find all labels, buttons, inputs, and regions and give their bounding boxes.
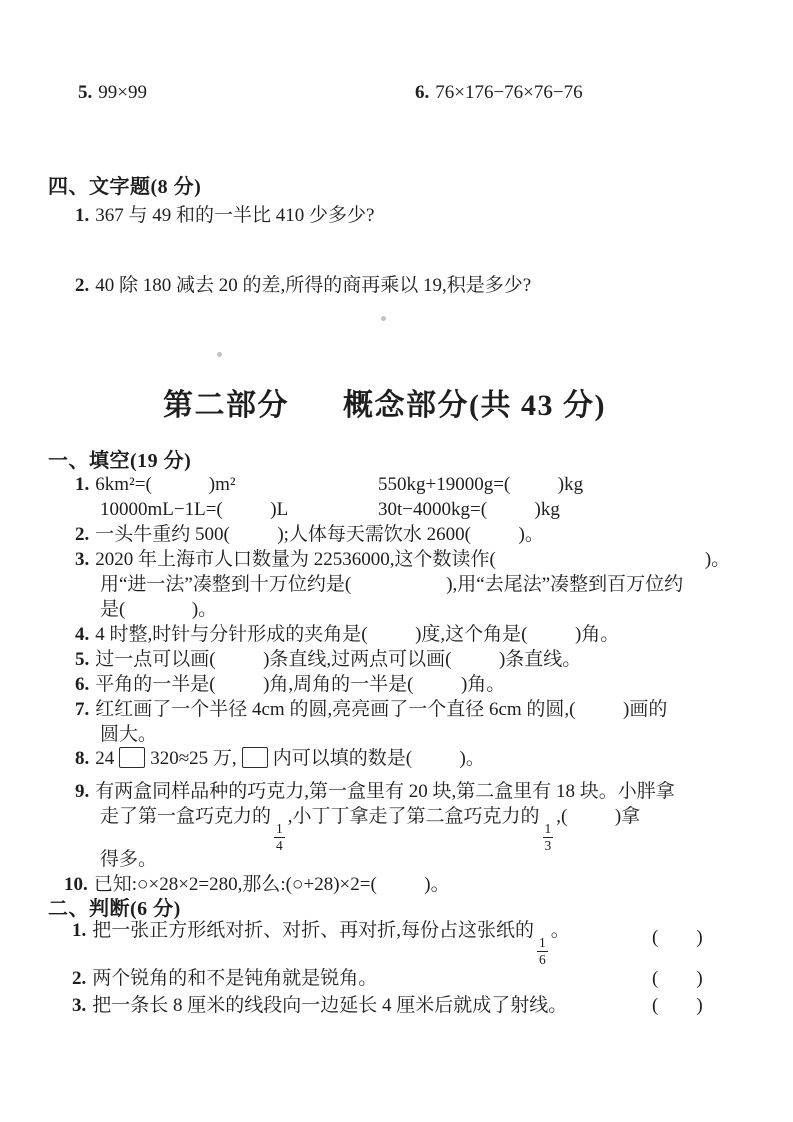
fill-item-1-right [378,472,583,497]
fraction-denominator: 3 [544,837,552,853]
question-text: 。 [550,920,570,941]
blank-expression: 30t−4000kg=( )kg [378,499,560,520]
question-text: 过一点可以画( )条直线,过两点可以画( )条直线。 [95,649,582,670]
fill-item-1-right2 [378,497,560,522]
item-number: 10. [64,874,88,895]
calc-expression: 76×176−76×76−76 [435,82,583,103]
item-number: 1. [75,474,90,495]
question-text: 平角的一半是( )角,周角的一半是( )角。 [95,674,506,695]
item-number: 1. [75,205,90,226]
item-number: 3. [72,995,87,1016]
item-number: 2. [72,968,87,989]
question-text: 内可以填的数是( )。 [272,748,485,769]
question-text: ,( )拿 [556,806,641,827]
fill-section-heading: 一、填空(19 分) [48,450,192,472]
fill-item-9-line2 [100,804,640,853]
question-text: 367 与 49 和的一半比 410 少多少? [95,205,375,226]
fill-item-10 [64,872,450,897]
item-number: 9. [75,781,90,802]
item-number: 1. [72,920,87,941]
fill-item-3-line3: 是( )。 [100,599,218,620]
fill-item-2 [75,522,544,547]
part-two-title: 第二部分 概念部分(共 43 分) [163,389,606,422]
judge-item-3 [72,993,567,1018]
blank-box [242,747,268,768]
question-text: 一头牛重约 500( );人体每天需饮水 2600( )。 [95,524,544,545]
calc-item-5 [78,80,147,105]
fill-item-4 [75,622,619,647]
question-text: 有两盒同样品种的巧克力,第一盒里有 20 块,第二盒里有 18 块。小胖拿 [95,781,675,802]
item-number: 7. [75,699,90,720]
fraction-numerator: 1 [544,821,552,836]
judge-item-2 [72,966,377,991]
blank-box [119,747,145,768]
fraction-one-fourth [274,821,285,853]
calc-expression: 99×99 [98,82,147,103]
blank-expression: 10000mL−1L=( )L [100,499,289,520]
fill-item-3-line2: 用“进一法”凑整到十万位约是( ),用“去尾法”凑整到百万位约 [100,574,684,595]
question-text: 走了第一盒巧克力的 [100,806,272,827]
answer-bracket: ( ) [652,927,703,948]
question-text: 24 [95,748,115,769]
question-text: 已知:○×28×2=280,那么:(○+28)×2=( )。 [93,874,450,895]
item-number: 2. [75,524,90,545]
fill-item-7-line2: 圆大。 [100,724,158,745]
item-number: 5. [78,82,93,103]
judge-section-heading: 二、判断(6 分) [48,898,181,920]
blank-expression: 550kg+19000g=( )kg [378,474,584,495]
fill-item-3-line1 [75,547,730,572]
section-word-heading: 四、文字题(8 分) [48,176,202,198]
item-number: 8. [75,748,90,769]
item-number: 6. [75,674,90,695]
word-item-1 [75,203,374,228]
fill-item-9-line3: 得多。 [100,849,158,870]
item-number: 4. [75,624,90,645]
fill-item-9-line1 [75,779,675,804]
item-number: 3. [75,549,90,570]
fraction-denominator: 6 [539,951,546,967]
fraction-one-sixth [537,935,548,967]
fill-item-8 [75,746,485,771]
fill-item-6 [75,672,505,697]
fraction-denominator: 4 [276,837,283,853]
question-text: 40 除 180 减去 20 的差,所得的商再乘以 19,积是多少? [95,275,532,296]
fraction-one-third [543,821,554,853]
item-number: 5. [75,649,90,670]
question-text: 2020 年上海市人口数量为 22536000,这个数读作( )。 [95,549,731,570]
answer-bracket: ( ) [652,995,703,1016]
fill-item-1-left2 [100,497,288,522]
answer-bracket: ( ) [652,968,703,989]
item-number: 6. [415,82,430,103]
scan-speck [217,352,222,357]
question-text: 把一条长 8 厘米的线段向一边延长 4 厘米后就成了射线。 [92,995,568,1016]
word-item-2 [75,273,531,298]
fraction-numerator: 1 [276,821,283,836]
fill-item-5 [75,647,581,672]
scan-speck [381,316,386,321]
fill-item-1-left [75,472,236,497]
question-text: 4 时整,时针与分针形成的夹角是( )度,这个角是( )角。 [95,624,620,645]
question-text: 320≈25 万, [150,748,237,769]
question-text: ,小丁丁拿走了第二盒巧克力的 [287,806,540,827]
question-text: 把一张正方形纸对折、对折、再对折,每份占这张纸的 [92,920,535,941]
question-text: 两个锐角的和不是钝角就是锐角。 [92,968,378,989]
judge-item-1 [72,918,570,967]
calc-item-6 [415,80,583,105]
question-text: 红红画了一个半径 4cm 的圆,亮亮画了一个直径 6cm 的圆,( )画的 [95,699,668,720]
item-number: 2. [75,275,90,296]
blank-expression: 6km²=( )m² [95,474,236,495]
fill-item-7-line1 [75,697,667,722]
fraction-numerator: 1 [539,935,546,950]
